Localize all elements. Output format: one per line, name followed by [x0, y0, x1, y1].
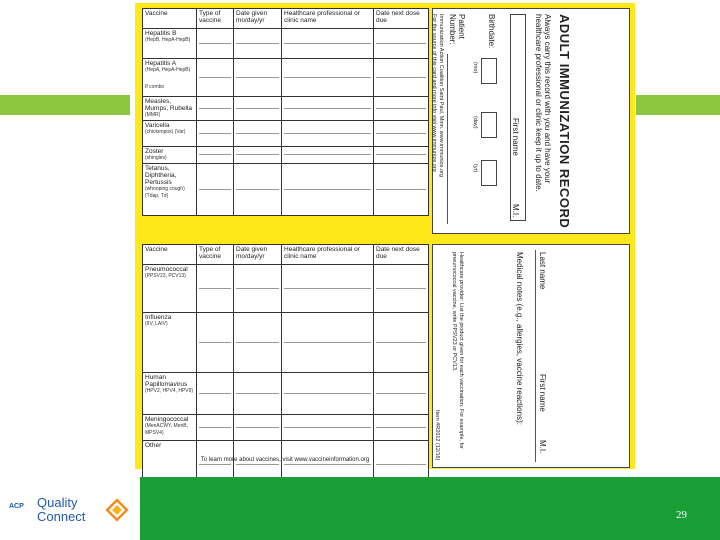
entry-cell[interactable]: [197, 415, 234, 441]
birth-day-field[interactable]: [481, 112, 497, 138]
patient-number-line[interactable]: [447, 54, 448, 224]
logo-connect-text: Connect: [37, 509, 86, 524]
vaccine-name: Pneumococcal: [145, 266, 188, 273]
entry-cell[interactable]: [197, 373, 234, 415]
vaccine-name-cell: [143, 147, 197, 164]
reorder-note: For the source of this card and more info visit www.immunize.org: [431, 14, 437, 172]
entry-cell[interactable]: [234, 97, 282, 121]
col-next: Date next dose due: [374, 9, 429, 29]
entry-cell[interactable]: [282, 415, 374, 441]
col-date: Date given mo/day/yr: [234, 9, 282, 29]
col-vaccine: Vaccine: [143, 9, 197, 29]
accent-band-left: [0, 95, 130, 115]
entry-cell[interactable]: [374, 265, 429, 313]
entry-cell[interactable]: [282, 147, 374, 164]
vaccine-name-cell: [143, 415, 197, 441]
table-row: [143, 147, 429, 164]
vaccine-name: Influenza: [145, 314, 172, 321]
form-code: Item #R2012 (12/16): [434, 410, 440, 461]
vaccine-name: Other: [145, 442, 162, 449]
vaccine-types: (HPV2, HPV4, HPV9): [145, 388, 194, 394]
vaccine-name-cell: [143, 29, 197, 59]
entry-cell[interactable]: [282, 373, 374, 415]
last-name-label-2: Last name: [538, 252, 547, 290]
table-row: [143, 373, 429, 415]
entry-cell[interactable]: [374, 29, 429, 59]
vaccine-types: (whooping cough) (Tdap, Td): [145, 186, 185, 199]
entry-cell[interactable]: [282, 59, 374, 97]
entry-cell[interactable]: [282, 97, 374, 121]
footer-text: To learn more about vaccines, visit www.vaccineinformation.org: [200, 457, 370, 463]
col-vaccine: Vaccine: [143, 245, 197, 265]
entry-cell[interactable]: [197, 59, 234, 97]
patient-number-label: Patient Number:: [448, 14, 466, 45]
vaccine-name-cell: [143, 97, 197, 121]
table-row: [143, 29, 429, 59]
entry-cell[interactable]: [374, 97, 429, 121]
entry-cell[interactable]: [197, 265, 234, 313]
col-next: Date next dose due: [374, 245, 429, 265]
accent-band-right: [636, 95, 720, 115]
birth-day-hint: (day): [472, 116, 478, 129]
table-row: [143, 59, 429, 97]
card-instructions: Always carry this record with you and have your healthcare professional or clinic keep it up to date.: [534, 14, 552, 192]
entry-cell[interactable]: [282, 121, 374, 147]
table-row: [143, 121, 429, 147]
mi-label-2: M.I.: [538, 440, 547, 454]
vaccine-types: (chickenpox) (Var): [145, 129, 186, 135]
entry-cell[interactable]: [374, 121, 429, 147]
mi-label: M.I.: [511, 204, 520, 218]
name-line-2[interactable]: [535, 250, 536, 462]
col-date: Date given mo/day/yr: [234, 245, 282, 265]
vaccine-types: (IIV, LAIV): [145, 321, 168, 327]
entry-cell[interactable]: [234, 265, 282, 313]
entry-cell[interactable]: [197, 164, 234, 216]
vaccine-name: Varicella: [145, 122, 170, 129]
vaccine-types: (HepB, HepA-HepB): [145, 37, 191, 43]
vaccine-name: Hepatitis B: [145, 30, 177, 37]
entry-cell[interactable]: [374, 313, 429, 373]
entry-cell[interactable]: [282, 313, 374, 373]
birth-month-hint: (mo): [472, 62, 478, 74]
entry-cell[interactable]: [374, 59, 429, 97]
entry-cell[interactable]: [197, 313, 234, 373]
source-note: Immunization Action Coalition Saint Paul, Minn. www.immunize.org: [438, 14, 444, 177]
vaccine-types: (shingles): [145, 155, 167, 161]
footer-bar: [140, 477, 720, 540]
col-type: Type of vaccine: [197, 245, 234, 265]
vaccine-name: Measles, Mumps, Rubella: [145, 98, 192, 112]
card-title: ADULT IMMUNIZATION RECORD: [557, 14, 572, 229]
entry-cell[interactable]: [197, 121, 234, 147]
vaccine-name: Tetanus, Diphtheria, Pertussis: [145, 165, 177, 186]
bottom-vaccine-table: [142, 244, 429, 489]
first-name-label: First name: [511, 118, 520, 156]
entry-cell[interactable]: [234, 59, 282, 97]
table-row: [143, 313, 429, 373]
acp-quality-connect-logo: [9, 496, 134, 532]
vaccine-name-cell: [143, 313, 197, 373]
logo-quality-text: Quality: [37, 495, 78, 510]
entry-cell[interactable]: [282, 265, 374, 313]
hcp-note: Healthcare provider: List the product given for each vaccination. For example, for pneumococcal vaccine, write PPSV23 or PCV13.: [451, 252, 464, 449]
logo-acp-text: ACP: [9, 503, 24, 510]
entry-cell[interactable]: [197, 147, 234, 164]
page-number: 29: [676, 509, 687, 521]
entry-cell[interactable]: [197, 29, 234, 59]
vaccine-name-cell: [143, 164, 197, 216]
table-row: [143, 415, 429, 441]
entry-cell[interactable]: [282, 29, 374, 59]
vaccine-name-cell: [143, 265, 197, 313]
vaccine-name-cell: [143, 59, 197, 97]
col-type: Type of vaccine: [197, 9, 234, 29]
first-name-label-2: First name: [538, 374, 547, 412]
medical-notes-label: Medical notes (e.g., allergies, vaccine reactions):: [515, 252, 524, 425]
col-hcp: Healthcare professional or clinic name: [282, 9, 374, 29]
vaccine-name: Human Papillomavirus: [145, 374, 188, 388]
entry-cell[interactable]: [282, 164, 374, 216]
entry-cell[interactable]: [234, 121, 282, 147]
entry-cell[interactable]: [234, 29, 282, 59]
entry-cell[interactable]: [374, 415, 429, 441]
vaccine-name: Meningococcal: [145, 416, 189, 423]
table-row: [143, 164, 429, 216]
vaccine-types: (MMR): [145, 112, 161, 118]
entry-cell[interactable]: [374, 373, 429, 415]
entry-cell[interactable]: [234, 415, 282, 441]
entry-cell[interactable]: [374, 147, 429, 164]
birth-year-field[interactable]: [481, 160, 497, 186]
top-vaccine-table: [142, 8, 429, 216]
logo-mark-icon: [105, 498, 129, 522]
vaccine-types: (PPSV23, PCV13): [145, 273, 186, 279]
col-hcp: Healthcare professional or clinic name: [282, 245, 374, 265]
birthdate-label: Birthdate:: [487, 14, 496, 49]
birth-year-hint: (yr): [472, 164, 478, 173]
vaccine-name-cell: [143, 373, 197, 415]
vaccine-name-cell: [143, 121, 197, 147]
entry-cell[interactable]: [197, 97, 234, 121]
entry-cell[interactable]: [234, 164, 282, 216]
table-row: [143, 97, 429, 121]
birth-month-field[interactable]: [481, 58, 497, 84]
combo-label: If combo: [145, 84, 165, 90]
vaccine-types: (HepA, HepA-HepB): [145, 67, 191, 73]
table-row: [143, 265, 429, 313]
vaccine-name: Zoster: [145, 148, 164, 155]
entry-cell[interactable]: [234, 313, 282, 373]
entry-cell[interactable]: [234, 147, 282, 164]
entry-cell[interactable]: [234, 373, 282, 415]
entry-cell[interactable]: [374, 164, 429, 216]
vaccine-name: Hepatitis A: [145, 60, 177, 67]
vaccine-types: (MenACWY, MenB, MPSV4): [145, 423, 188, 436]
